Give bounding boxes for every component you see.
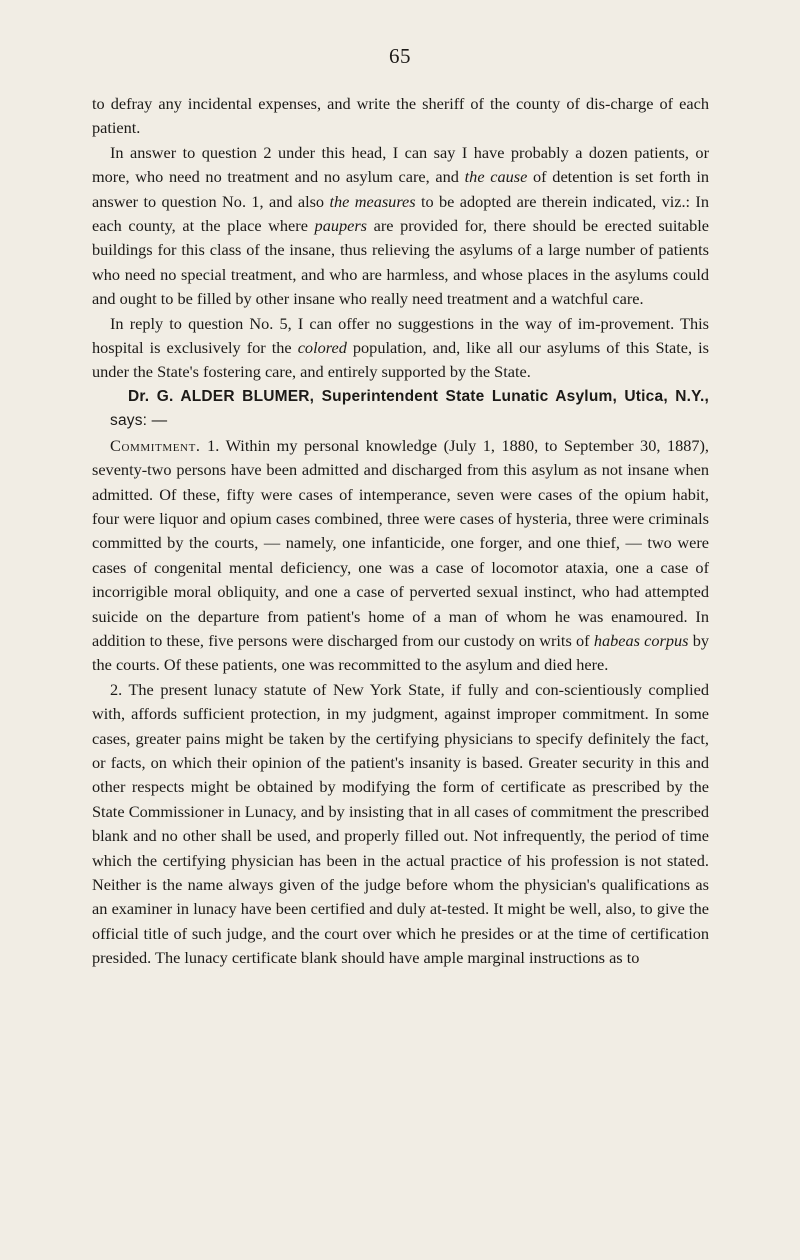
speaker-name: Dr. G. ALDER BLUMER, Superintendent State Lunatic Asylum, Utica, N.Y., xyxy=(128,387,709,405)
section-heading: Commitment. xyxy=(110,435,201,455)
text-run: In answer to question 2 under this head, I can say I have probably a dozen patients, or more, who need no treatment and no asylum care, and xyxy=(92,142,709,187)
italic-run: habeas corpus xyxy=(593,630,689,650)
text-run: 1. Within my personal knowledge (July 1, 1880, to September 30, 1887), seventy-two persons have been admitted and discharged from this asylum as not insane when admitted. Of these, fifty were cases of intemperance, seven were cases of the opium habit, four were liquor and opium cases combined, three were cases of hysteria, three were criminals committed by the courts, — namely, one infanticide, one forger, and one thief, — two were cases of congenital mental deficiency, one was a case of locomotor ataxia, one a case of incorrigible moral obliquity, and one a case of perverted sexual instinct, who had attempted suicide on the departure from patient's home of a man of whom he was enamoured. In addition to these, five persons were discharged from our custody on writs of xyxy=(92,435,709,650)
italic-run: the measures xyxy=(329,191,416,211)
text-run: to be adopted are therein indicated, viz.: In each county, at the place where xyxy=(92,191,709,236)
paragraph-question-5 xyxy=(92,312,709,385)
text-run: are provided for, there should be erected suitable buildings for this class of the insane, thus relieving the asylums of a large number of patients who need no special treatment, and who are harmless, and whose places in the asylums could and ought to be filled by other insane who really need treatment and a watchful care. xyxy=(92,216,709,309)
text-run: by the courts. Of these patients, one was recommitted to the asylum and died here. xyxy=(92,630,709,675)
italic-run: colored xyxy=(297,338,347,358)
italic-run: the cause xyxy=(464,167,528,187)
paragraph-commitment-2: 2. The present lunacy statute of New York State, if fully and con-scientiously complied with, affords sufficient protection, in my judgment, against improper commitment. In some cases, greater pains might be taken by the certifying physicians to specify definitely the fact, or facts, on which their opinion of the patient's insanity is based. Greater security in this and other respects might be obtained by modifying the form of certificate as prescribed by the State Commissioner in Lunacy, and by insisting that in all cases of commitment the prescribed blank and no other shall be used, and properly filled out. Not infrequently, the period of time which the certifying physician has been in the actual practice of his profession is not stated. Neither is the name always given of the judge before whom the physician's qualifications as an examiner in lunacy have been certified and duly at-tested. It might be well, also, to give the official title of such judge, and the court over which he presides or at the time of certification presided. The lunacy certificate blank should have ample marginal instructions as to xyxy=(92,679,709,968)
page-number: 65 xyxy=(389,44,411,68)
page-body xyxy=(92,92,709,971)
italic-run: paupers xyxy=(314,216,368,236)
paragraph-commitment-1 xyxy=(92,434,709,678)
speaker-heading xyxy=(92,385,709,434)
text-run: population, and, like all our asylums of this State, is under the State's fostering care, and entirely supported by the State. xyxy=(92,338,709,382)
text-run: of detention is set forth in answer to question No. 1, and also xyxy=(92,167,709,211)
paragraph-continuation: to defray any incidental expenses, and write the sheriff of the county of dis-charge of each patient. xyxy=(92,94,709,138)
paragraph-question-2 xyxy=(92,141,709,312)
speaker-says: says: — xyxy=(110,412,168,430)
text-run: In reply to question No. 5, I can offer no suggestions in the way of im-provement. This hospital is exclusively for the xyxy=(92,313,709,358)
